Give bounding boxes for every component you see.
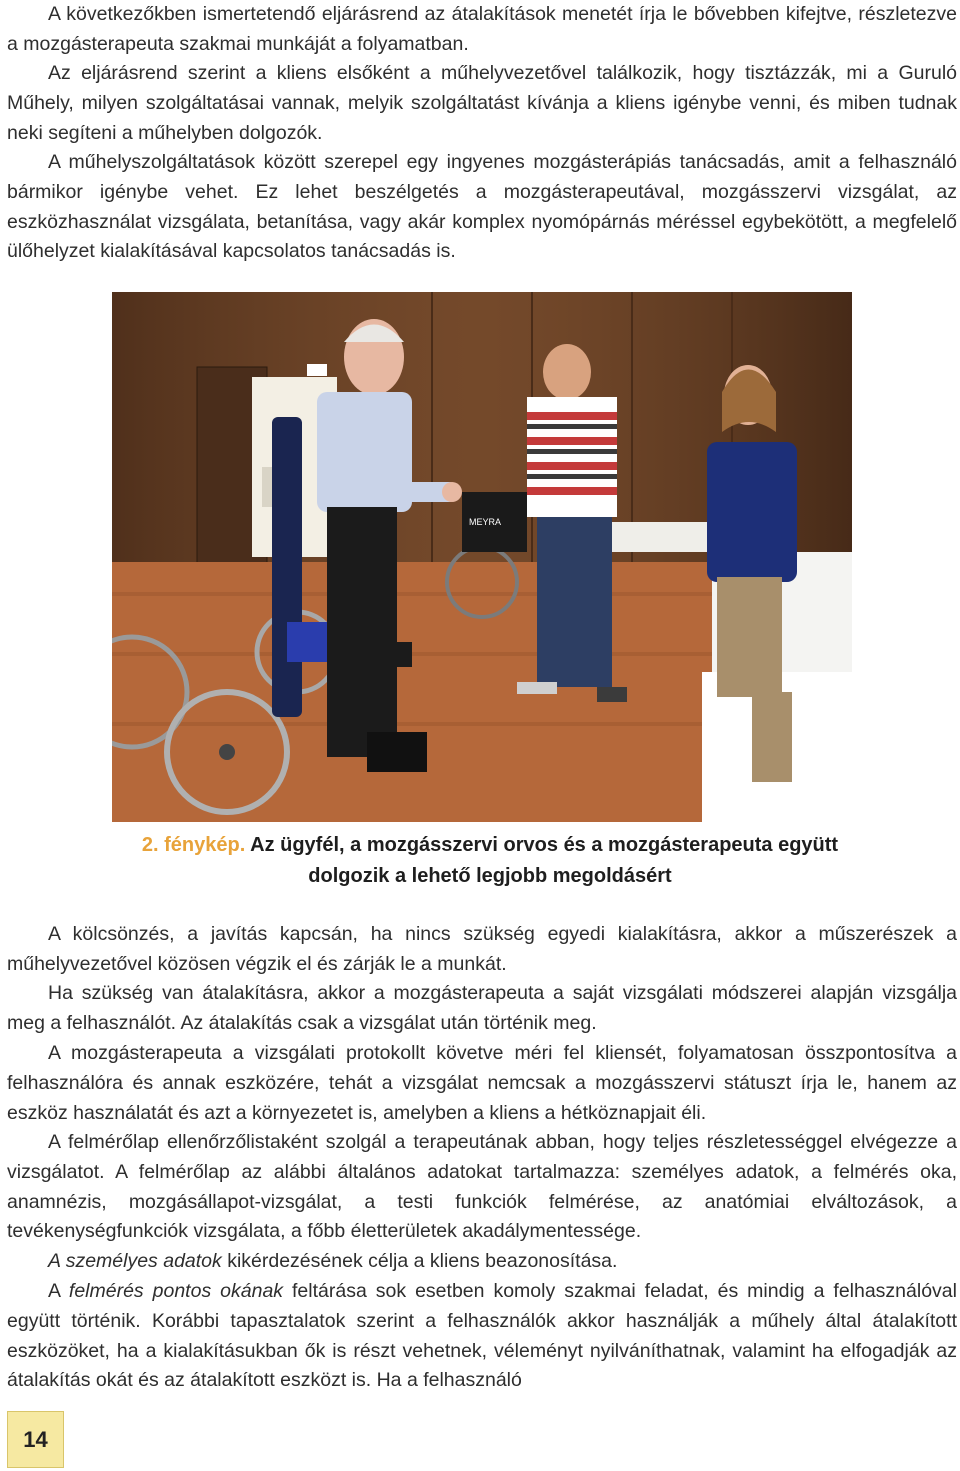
page-number: 14 — [7, 1411, 64, 1468]
caption-text-2: dolgozik a lehető legjobb megoldásért — [308, 865, 672, 887]
personal-data-rest: kikérdezésének célja a kliens beazonosítása. — [221, 1250, 618, 1272]
caption-line-1 — [60, 830, 920, 861]
personal-data-italic: A személyes adatok — [48, 1250, 222, 1272]
paragraph-protocol: A mozgásterapeuta a vizsgálati protokollt követve méri fel kliensét, folyamatosan összpontosítva a felhasználóra és annak eszközére, tehát a vizsgálat nemcsak a mozgásszervi státuszt írja le, hanem az eszköz használatát és azt a környezetet is, amelyben a kliens a hétköznapjait éli. — [7, 1042, 957, 1124]
reason-pre: A — [48, 1280, 69, 1302]
paragraph-personal-data — [7, 1247, 957, 1277]
paragraph-intro: A következőkben ismertetendő eljárásrend az átalakítások menetét írja le bővebben kifejtve, részletezve a mozgásterapeuta szakmai munkáját a folyamatban. — [7, 3, 957, 55]
paragraph-services: A műhelyszolgáltatások között szerepel egy ingyenes mozgásterápiás tanácsadás, amit a felhasználó bármikor igénybe vehet. Ez lehet beszélgetés a mozgásterapeutával, mozgásszervi vizsgálat, az eszközhasználat vizsgálata, betanítása, vagy akár komplex nyomópárnás méréssel egybekötött, a megfelelő ülőhelyzet kialakításával kapcsolatos tanácsadás is. — [7, 151, 957, 263]
photo-caption — [60, 830, 920, 892]
paragraph-procedure: Az eljárásrend szerint a kliens elsőként a műhelyvezetővel találkozik, hogy tisztázzák, mi a Guruló Műhely, milyen szolgáltatásai vannak, melyik szolgáltatást kívánja a kliens igénybe venni, és miben tudnak neki segíteni a műhelyben dolgozók. — [7, 62, 957, 144]
paragraph-survey-sheet: A felmérőlap ellenőrzőlistaként szolgál a terapeutának abban, hogy teljes részletességgel elvégezze a vizsgálatot. A felmérőlap az alábbi általános adatokat tartalmazza: személyes adatok, a felmérés oka, anamnézis, mozgásállapot-vizsgálat, a testi funkciók felmérése, az anatómiai elváltozások, a tevékenységfunkciók vizsgálata, a főbb életterületek akadálymentessége. — [7, 1131, 957, 1243]
caption-label: 2. fénykép. — [141, 834, 246, 856]
reason-italic: felmérés pontos okának — [68, 1280, 284, 1302]
photo-consultation — [112, 292, 852, 822]
reason-rest: feltárása sok esetben komoly szakmai feladat, és mindig a felhasználóval együtt történik. Korábbi tapasztalatok szerint a felhasználók akkor használják a műhely által átalakított eszközöket, ha a kialakításukban ők is részt vehetnek, véleményt nyilváníthatnak, valamint ha elfogadják az átalakítás okát és az átalakított eszközt is. Ha a felhasználó — [7, 1280, 957, 1392]
wheelchair-brand-sign: MEYRA — [469, 517, 502, 527]
photo-illustration — [112, 292, 852, 822]
paragraph-rental: A kölcsönzés, a javítás kapcsán, ha nincs szükség egyedi kialakításra, akkor a műszerészek a műhelyvezetővel közösen végzik el és zárják le a munkát. — [7, 923, 957, 975]
paragraph-modification: Ha szükség van átalakításra, akkor a mozgásterapeuta a saját vizsgálati módszerei alapján vizsgálja meg a felhasználót. Az átalakítás csak a vizsgálat után történik meg. — [7, 982, 957, 1034]
paragraph-survey-reason — [7, 1277, 957, 1396]
caption-text-1: Az ügyfél, a mozgásszervi orvos és a mozgásterapeuta együtt — [250, 834, 839, 856]
